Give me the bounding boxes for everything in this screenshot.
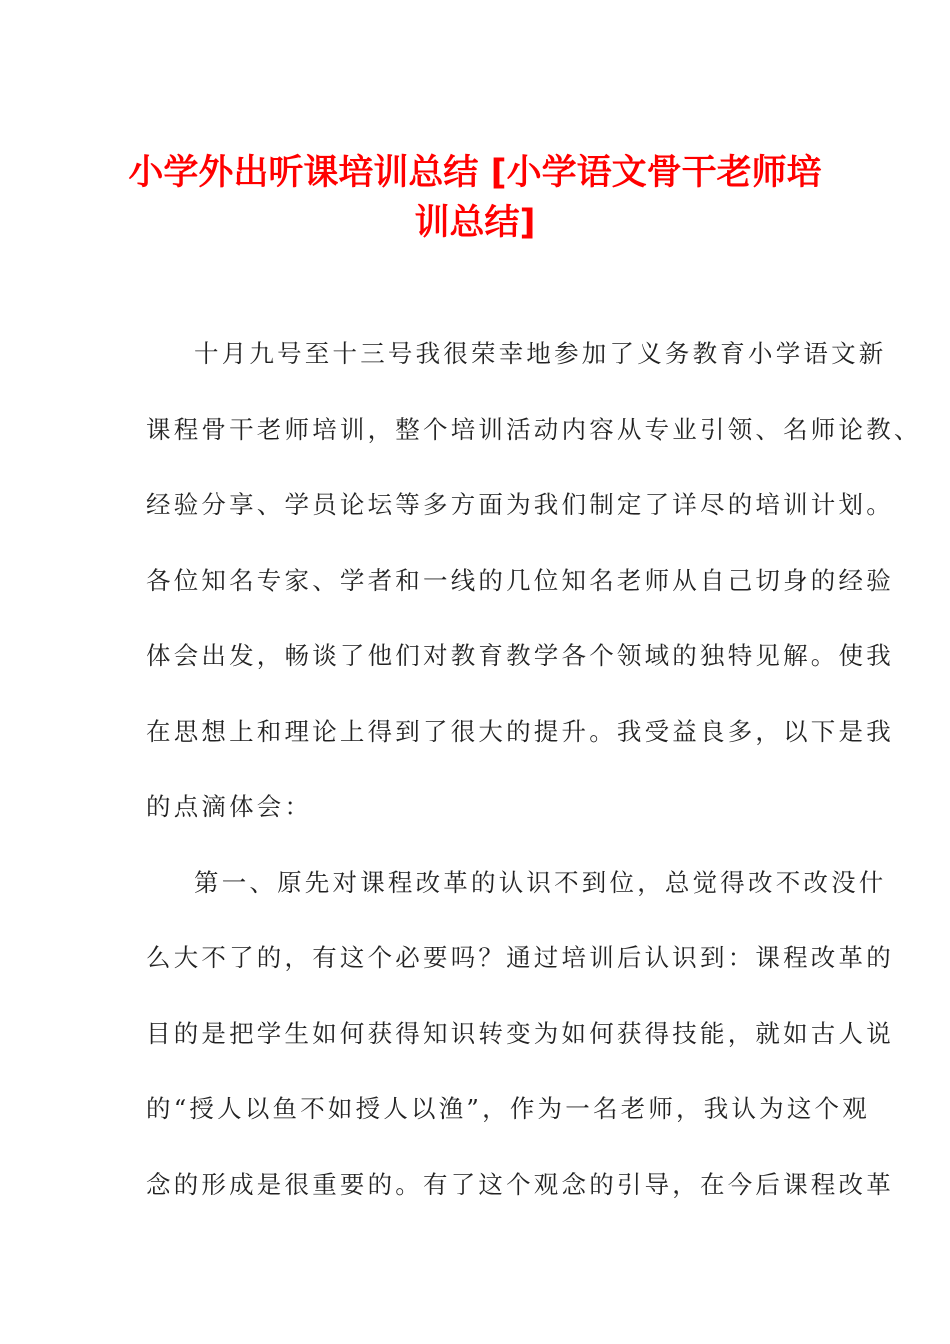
paragraph-line: 体会出发，畅谈了他们对教育教学各个领域的独特见解。使我 [146, 641, 894, 670]
paragraph-line: 各位知名专家、学者和一线的几位知名老师从自己切身的经验 [146, 565, 894, 595]
paragraph-2 [146, 852, 894, 1230]
paragraph-line: 么大不了的，有这个必要吗？通过培训后认识到：课程改革的 [146, 943, 894, 972]
title-line-1: 小学外出听课培训总结 [小学语文骨干老师培 [128, 153, 822, 193]
document-title [100, 148, 850, 248]
title-line-2: 训总结] [414, 203, 536, 243]
paragraph-line: 第一、原先对课程改革的认识不到位，总觉得改不改没什 [194, 867, 887, 897]
paragraph-line: 在思想上和理论上得到了很大的提升。我受益良多，以下是我 [146, 716, 894, 746]
paragraph-line: 目的是把学生如何获得知识转变为如何获得技能，就如古人说 [146, 1018, 894, 1048]
paragraph-line: 课程骨干老师培训，整个培训活动内容从专业引领、名师论教、 [146, 414, 922, 444]
document-body [146, 323, 922, 1229]
paragraph-line: 经验分享、学员论坛等多方面为我们制定了详尽的培训计划。 [146, 490, 894, 519]
paragraph-line: 的“授人以鱼不如授人以渔”，作为一名老师，我认为这个观 [146, 1094, 870, 1123]
paragraph-line: 十月九号至十三号我很荣幸地参加了义务教育小学语文新 [194, 339, 887, 368]
paragraph-line: 念的形成是很重要的。有了这个观念的引导，在今后课程改革 [146, 1169, 894, 1199]
paragraph-1 [146, 323, 922, 852]
paragraph-line: 的点滴体会： [146, 792, 313, 821]
